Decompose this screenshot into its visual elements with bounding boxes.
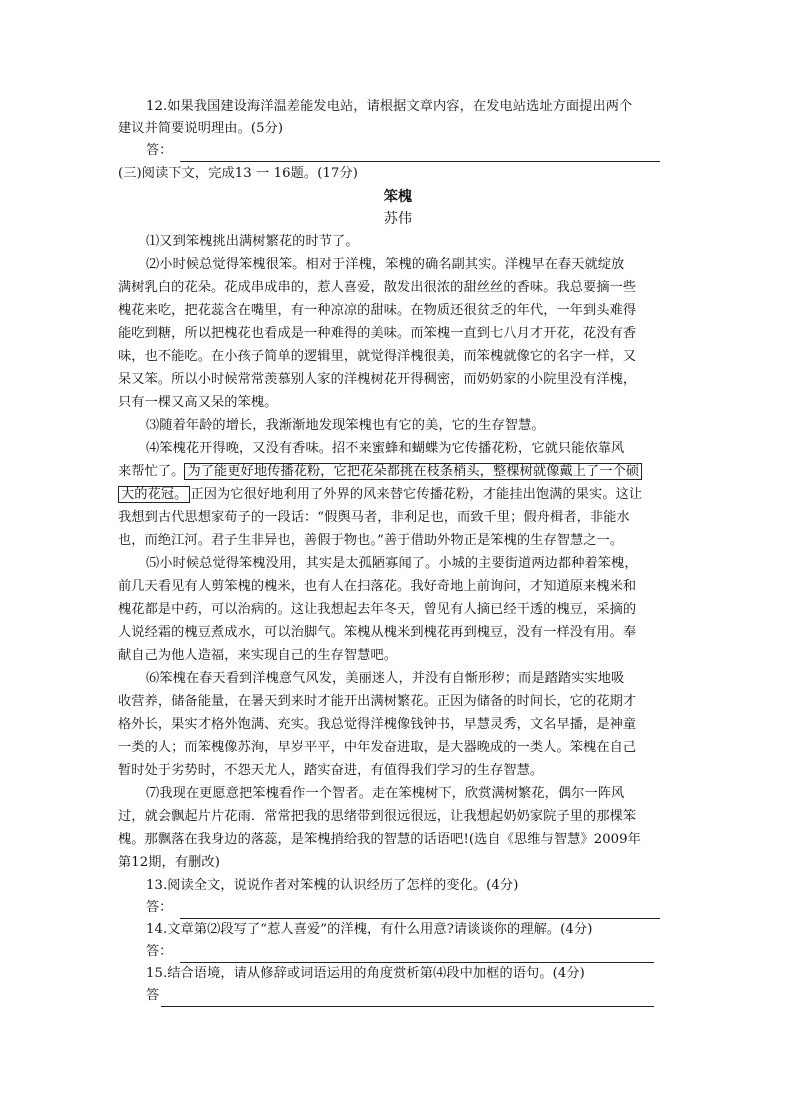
paragraph-4-text: 来帮忙了。 — [118, 464, 185, 479]
section-heading: (三)阅读下文，完成13 一 16题。(17分) — [118, 166, 358, 181]
q12-answer-label: 答： — [146, 143, 173, 158]
paragraph-5-line: ⑸小时候总觉得笨槐没用，其实是太孤陋寡闻了。小城的主要街道两边都种着笨槐， — [146, 556, 638, 571]
paragraph-6-line: ⑹笨槐在春天看到洋槐意气风发，美丽迷人，并没有自惭形秽；而是踏踏实实地吸 — [146, 671, 625, 686]
paragraph-7-line: 过，就会飘起片片花雨．常常把我的思绪带到很远很远，让我想起奶奶家院子里的那棵笨 — [118, 809, 637, 824]
q15-answer-line[interactable] — [146, 985, 654, 1007]
paragraph-3: ⑶随着年龄的增长，我渐渐地发现笨槐也有它的美，它的生存智慧。 — [146, 418, 545, 433]
paragraph-4-line: ⑷笨槐花开得晚，又没有香味。招不来蜜蜂和蝴蝶为它传播花粉，它就只能依靠风 — [146, 441, 625, 456]
paragraph-2-line: 只有一棵又高又呆的笨槐。 — [118, 395, 278, 410]
q14-answer-underline — [180, 946, 654, 963]
paragraph-6-line: 暂时处于劣势时，不怨天尤人，踏实奋进，有值得我们学习的生存智慧。 — [118, 763, 544, 778]
q14-answer-line[interactable] — [146, 941, 654, 963]
q12-answer-underline — [180, 145, 660, 162]
q14-text: 14.文章第⑵段写了“惹人喜爱”的洋槐，有什么用意?请谈谈你的理解。(4分) — [146, 922, 593, 937]
paragraph-2-line: 满树乳白的花朵。花成串成串的，惹人喜爱，散发出很浓的甜丝丝的香味。我总要摘一些 — [118, 280, 637, 295]
paragraph-4-text: 正因为它很好地利用了外界的风来替它传播花粉，才能挂出饱满的果实。这让 — [190, 487, 643, 502]
paragraph-2-line: 呆又笨。所以小时候常常羡慕别人家的洋槐树花开得稠密，而奶奶家的小院里没有洋槐， — [118, 372, 637, 387]
boxed-sentence-part1: 为了能更好地传播花粉，它把花朵都挑在枝条梢头，整棵树就像戴上了一个硕 — [184, 463, 642, 480]
paragraph-7-line: ⑺我现在更愿意把笨槐看作一个智者。走在笨槐树下，欣赏满树繁花，偶尔一阵风 — [146, 786, 625, 801]
paragraph-4-line: 也，而绝江河。君子生非异也，善假于物也。”善于借助外物正是笨槐的生存智慧之一。 — [118, 533, 624, 548]
boxed-sentence-part2: 大的花冠。 — [118, 486, 190, 503]
paragraph-2-line: 味，也不能吃。在小孩子简单的逻辑里，就觉得洋槐很美，而笨槐就像它的名字一样，又 — [118, 349, 637, 364]
q13-text: 13.阅读全文，说说作者对笨槐的认识经历了怎样的变化。(4分) — [146, 878, 519, 893]
paragraph-2-line: 能吃到糖，所以把槐花也看成是一种难得的美味。而笨槐一直到七八月才开花，花没有香 — [118, 326, 637, 341]
q13-answer-underline — [180, 902, 660, 919]
q12-text-line1: 12.如果我国建设海洋温差能发电站，请根据文章内容，在发电站选址方面提出两个 — [146, 99, 633, 114]
paragraph-5-line: 前几天看见有人剪笨槐的槐米，也有人在扫落花。我好奇地上前询问，才知道原来槐米和 — [118, 579, 637, 594]
q12-answer-line[interactable] — [146, 140, 660, 162]
paragraph-2-line: 槐花来吃，把花蕊含在嘴里，有一种凉凉的甜味。在物质还很贫乏的年代，一年到头难得 — [118, 303, 637, 318]
q15-text: 15.结合语境，请从修辞或词语运用的角度赏析第⑷段中加框的语句。(4分) — [146, 966, 585, 981]
paragraph-6-line: 格外长，果实才格外饱满、充实。我总觉得洋槐像钱钟书，早慧灵秀，文名早播，是神童 — [118, 717, 637, 732]
paragraph-7-line: 第12期，有删改) — [118, 855, 220, 870]
paragraph-4-line — [118, 461, 678, 483]
q12-text-line2: 建议并简要说明理由。(5分) — [118, 121, 284, 136]
paragraph-5-line: 人说经霜的槐豆煮成水，可以治脚气。笨槐从槐米到槐花再到槐豆，没有一样没有用。奉 — [118, 625, 637, 640]
paragraph-7-line: 槐。那飘落在我身边的落蕊，是笨槐捎给我的智慧的话语吧!(选自《思维与智慧》2009年 — [118, 832, 641, 847]
paragraph-6-line: 一类的人；而笨槐像苏洵，早岁平平，中年发奋进取，是大器晚成的一类人。笨槐在自己 — [118, 740, 637, 755]
article-title: 笨槐 — [383, 189, 413, 205]
paragraph-4-line — [118, 484, 678, 506]
q15-answer-underline — [161, 990, 654, 1007]
paragraph-5-line: 献自己为他人造福，来实现自己的生存智慧吧。 — [118, 648, 398, 663]
paragraph-6-line: 收营养，储备能量，在暑天到来时才能开出满树繁花。正因为储备的时间长，它的花期才 — [118, 694, 637, 709]
q15-answer-label: 答 — [146, 988, 160, 1003]
paragraph-5-line: 槐花都是中药，可以治病的。这让我想起去年冬天，曾见有人摘已经干透的槐豆，采摘的 — [118, 602, 637, 617]
paragraph-4-line: 我想到古代思想家荀子的一段话：“假舆马者，非利足也，而致千里；假舟楫者，非能水 — [118, 510, 630, 525]
paragraph-2-line: ⑵小时候总觉得笨槐很笨。相对于洋槐，笨槐的确名副其实。洋槐早在春天就绽放 — [146, 257, 625, 272]
paragraph-1: ⑴又到笨槐挑出满树繁花的时节了。 — [146, 234, 359, 249]
q13-answer-line[interactable] — [146, 897, 660, 919]
article-author: 苏伟 — [383, 211, 413, 227]
q13-answer-label: 答： — [146, 900, 173, 915]
q14-answer-label: 答： — [146, 944, 173, 959]
